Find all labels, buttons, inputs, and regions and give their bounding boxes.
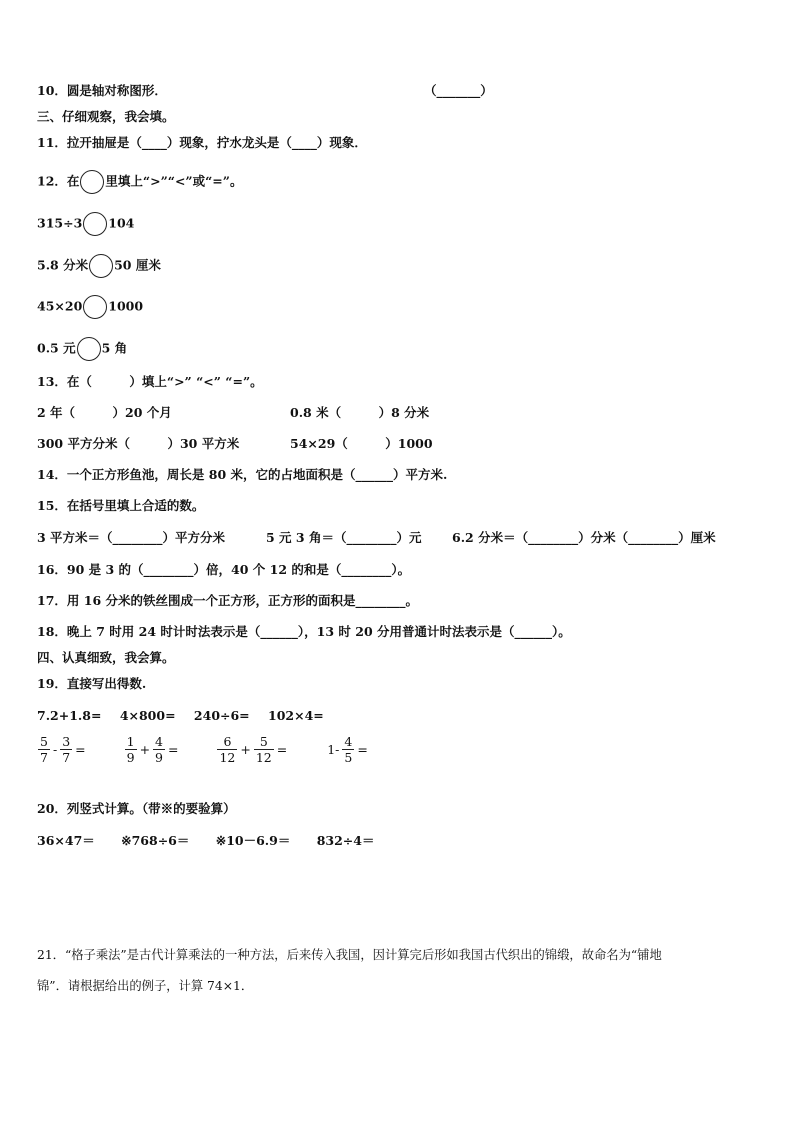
compare-circle-3[interactable] xyxy=(83,295,107,319)
q12-row-3-left: 45×20 xyxy=(37,298,83,314)
question-15-b: 5 元 3 角＝（________）元 xyxy=(266,530,422,545)
q12-row-4-left: 0.5 元 xyxy=(37,340,76,356)
fraction-expr-3: $\frac{6}{12}$ + $\frac{5}{12}$ = xyxy=(219,734,288,765)
calc-2: 4×800= xyxy=(119,708,176,723)
calc-4: 102×4= xyxy=(268,708,324,723)
q12-row-2 xyxy=(37,254,161,278)
section-4-heading: 四、认真细致，我会算。 xyxy=(37,650,175,665)
question-15-a: 3 平方米＝（________）平方分米 xyxy=(37,530,226,545)
q12-row-2-left: 5.8 分米 xyxy=(37,257,89,273)
question-19-fractions xyxy=(37,734,370,765)
question-10-text: 10．圆是轴对称图形． xyxy=(37,83,167,98)
question-21-line-2: 锦”．请根据给出的例子，计算 74×1． xyxy=(37,979,254,993)
question-14: 14．一个正方形鱼池，周长是 80 米，它的占地面积是（______）平方米. xyxy=(37,467,448,482)
fraction: $\frac{5}{12}$ xyxy=(255,734,272,765)
question-19-row-1 xyxy=(37,708,324,724)
question-20-title: 20．列竖式计算。（带※的要验算） xyxy=(37,801,236,816)
question-10 xyxy=(37,83,167,99)
fraction: $\frac{6}{12}$ xyxy=(219,734,236,765)
question-18: 18．晚上 7 时用 24 时计时法表示是（______），13 时 20 分用普通计时法表示是（______）。 xyxy=(37,624,571,639)
q12-row-3-right: 1000 xyxy=(108,298,144,314)
fraction: $\frac{3}{7}$ xyxy=(62,734,71,765)
fraction-expr-2: $\frac{1}{9}$ + $\frac{4}{9}$ = xyxy=(126,734,179,765)
question-13-title: 13．在（ ）填上“>” “<” “=”。 xyxy=(37,374,263,389)
vertical-calc-2: ※768÷6＝ xyxy=(121,833,190,848)
q12-row-4-right: 5 角 xyxy=(101,340,128,356)
question-12-prefix: 12．在 xyxy=(37,173,80,189)
question-11: 11．拉开抽屉是（____）现象，拧水龙头是（____）现象． xyxy=(37,135,367,150)
section-3-heading: 三、仔细观察，我会填。 xyxy=(37,109,175,124)
compare-circle-4[interactable] xyxy=(77,337,101,361)
q12-row-2-right: 50 厘米 xyxy=(114,257,161,273)
question-15-c: 6.2 分米＝（________）分米（________）厘米 xyxy=(452,530,716,545)
vertical-calc-3: ※10－6.9＝ xyxy=(215,833,291,848)
question-13-c: 300 平方分米（ ）30 平方米 xyxy=(37,436,240,451)
question-12-suffix: 里填上“>”“<”或“=”。 xyxy=(105,173,243,189)
compare-circle-1[interactable] xyxy=(83,212,107,236)
q12-row-1-left: 315÷3 xyxy=(37,215,83,231)
calc-1: 7.2+1.8= xyxy=(37,708,102,723)
question-16: 16．90 是 3 的（________）倍，40 个 12 的和是（________）。 xyxy=(37,562,411,577)
question-12 xyxy=(37,170,242,194)
circle-icon xyxy=(80,170,104,194)
q12-row-1-right: 104 xyxy=(108,215,135,231)
question-13-b: 0.8 米（ ）8 分米 xyxy=(290,405,430,420)
fraction-expr-4: 1- $\frac{4}{5}$ = xyxy=(327,734,368,765)
question-13-d: 54×29（ ）1000 xyxy=(290,436,433,451)
question-19-title: 19．直接写出得数. xyxy=(37,676,147,691)
question-21-line-1: 21．“格子乘法”是古代计算乘法的一种方法，后来传入我国，因计算完后形如我国古代织出的锦缎，故命名为“铺地 xyxy=(37,948,662,962)
question-17: 17．用 16 分米的铁丝围成一个正方形，正方形的面积是________。 xyxy=(37,593,418,608)
compare-circle-2[interactable] xyxy=(89,254,113,278)
q12-row-3 xyxy=(37,295,143,319)
question-10-answer-blank[interactable]: （_______） xyxy=(424,83,493,98)
fraction: $\frac{4}{9}$ xyxy=(155,734,163,765)
fraction-expr-1: $\frac{5}{7}$ - $\frac{3}{7}$ = xyxy=(40,734,86,765)
fraction: $\frac{4}{5}$ xyxy=(344,734,353,765)
q12-row-1 xyxy=(37,212,134,236)
vertical-calc-4: 832÷4＝ xyxy=(316,833,375,848)
q12-row-4 xyxy=(37,337,127,361)
fraction: $\frac{1}{9}$ xyxy=(126,734,135,765)
question-13-a: 2 年（ ）20 个月 xyxy=(37,405,172,420)
question-15-title: 15．在括号里填上合适的数。 xyxy=(37,498,205,513)
calc-3: 240÷6= xyxy=(193,708,250,723)
fraction: $\frac{5}{7}$ xyxy=(40,734,48,765)
vertical-calc-1: 36×47＝ xyxy=(37,833,95,848)
question-20-items xyxy=(37,833,374,849)
